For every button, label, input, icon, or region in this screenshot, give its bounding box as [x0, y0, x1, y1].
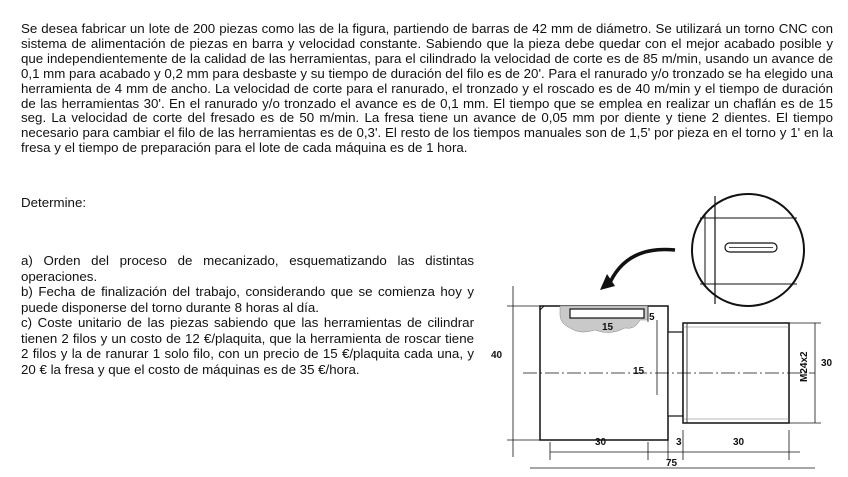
dim-30-right: 30 [821, 358, 833, 369]
dim-75: 75 [666, 458, 678, 469]
detail-circle [692, 194, 804, 306]
questions-list [21, 253, 474, 377]
part-outline [523, 306, 815, 440]
dim-30-bottom-right: 30 [733, 437, 745, 448]
question-c: c) Coste unitario de las piezas sabiendo que las herramientas de cilindrar tienen 2 filos y un costo de 12 €/plaquita, que la herramienta de roscar tiene 2 filos y la de ranurar 1 solo filo, con un precio de 15 €/plaquita cada una, y 20 € la fresa y que el costo de máquinas es de 35 €/hora. [21, 315, 474, 377]
determine-label: Determine: [21, 195, 87, 210]
question-b: b) Fecha de finalización del trabajo, considerando que se comienza hoy y puede disponerse del torno durante 8 horas al día. [21, 284, 474, 315]
question-a: a) Orden del proceso de mecanizado, esquematizando las distintas operaciones. [21, 253, 474, 284]
part-drawing [485, 190, 845, 477]
dim-30-bottom-left: 30 [595, 437, 607, 448]
dim-5: 5 [649, 312, 655, 323]
dim-m24x2: M24x2 [799, 351, 810, 382]
dim-40: 40 [491, 350, 503, 361]
dim-15-mid: 15 [633, 366, 645, 377]
detail-arrow [600, 249, 675, 290]
dim-3: 3 [676, 437, 682, 448]
problem-statement: Se desea fabricar un lote de 200 piezas como las de la figura, partiendo de barras de 42 mm de diámetro. Se utilizará un torno CNC con sistema de alimentación de piezas en barra y velocidad constante. Sabiendo que la pieza debe quedar con el mejor acabado posible y que independientemente de la calidad de las herramientas, para el cilindrado la velocidad de corte es de 85 m/min, usando un avance de 0,1 mm para acabado y 0,2 mm para desbaste y su tiempo de duración del filo es de 20'. Para el ranurado y/o tronzado se ha elegido una herramienta de 4 mm de ancho. La velocidad de corte para el ranurado, el tronzado y el roscado es de 40 m/min y el tiempo de duración de las herramientas 30'. En el ranurado y/o tronzado el avance es de 0,1 mm. El tiempo que se emplea en realizar un chaflán es de 15 seg. La velocidad de corte del fresado es de 50 m/min. La fresa tiene un avance de 0,05 mm por diente y tiene 2 dientes. El tiempo necesario para cambiar el filo de las herramientas es de 0,3'. El resto de los tiempos manuales son de 1,5' por pieza en el torno y 1' en la fresa y el tiempo de preparación para el lote de cada máquina es de 1 hora. [21, 21, 833, 156]
dim-15-top: 15 [602, 322, 614, 333]
